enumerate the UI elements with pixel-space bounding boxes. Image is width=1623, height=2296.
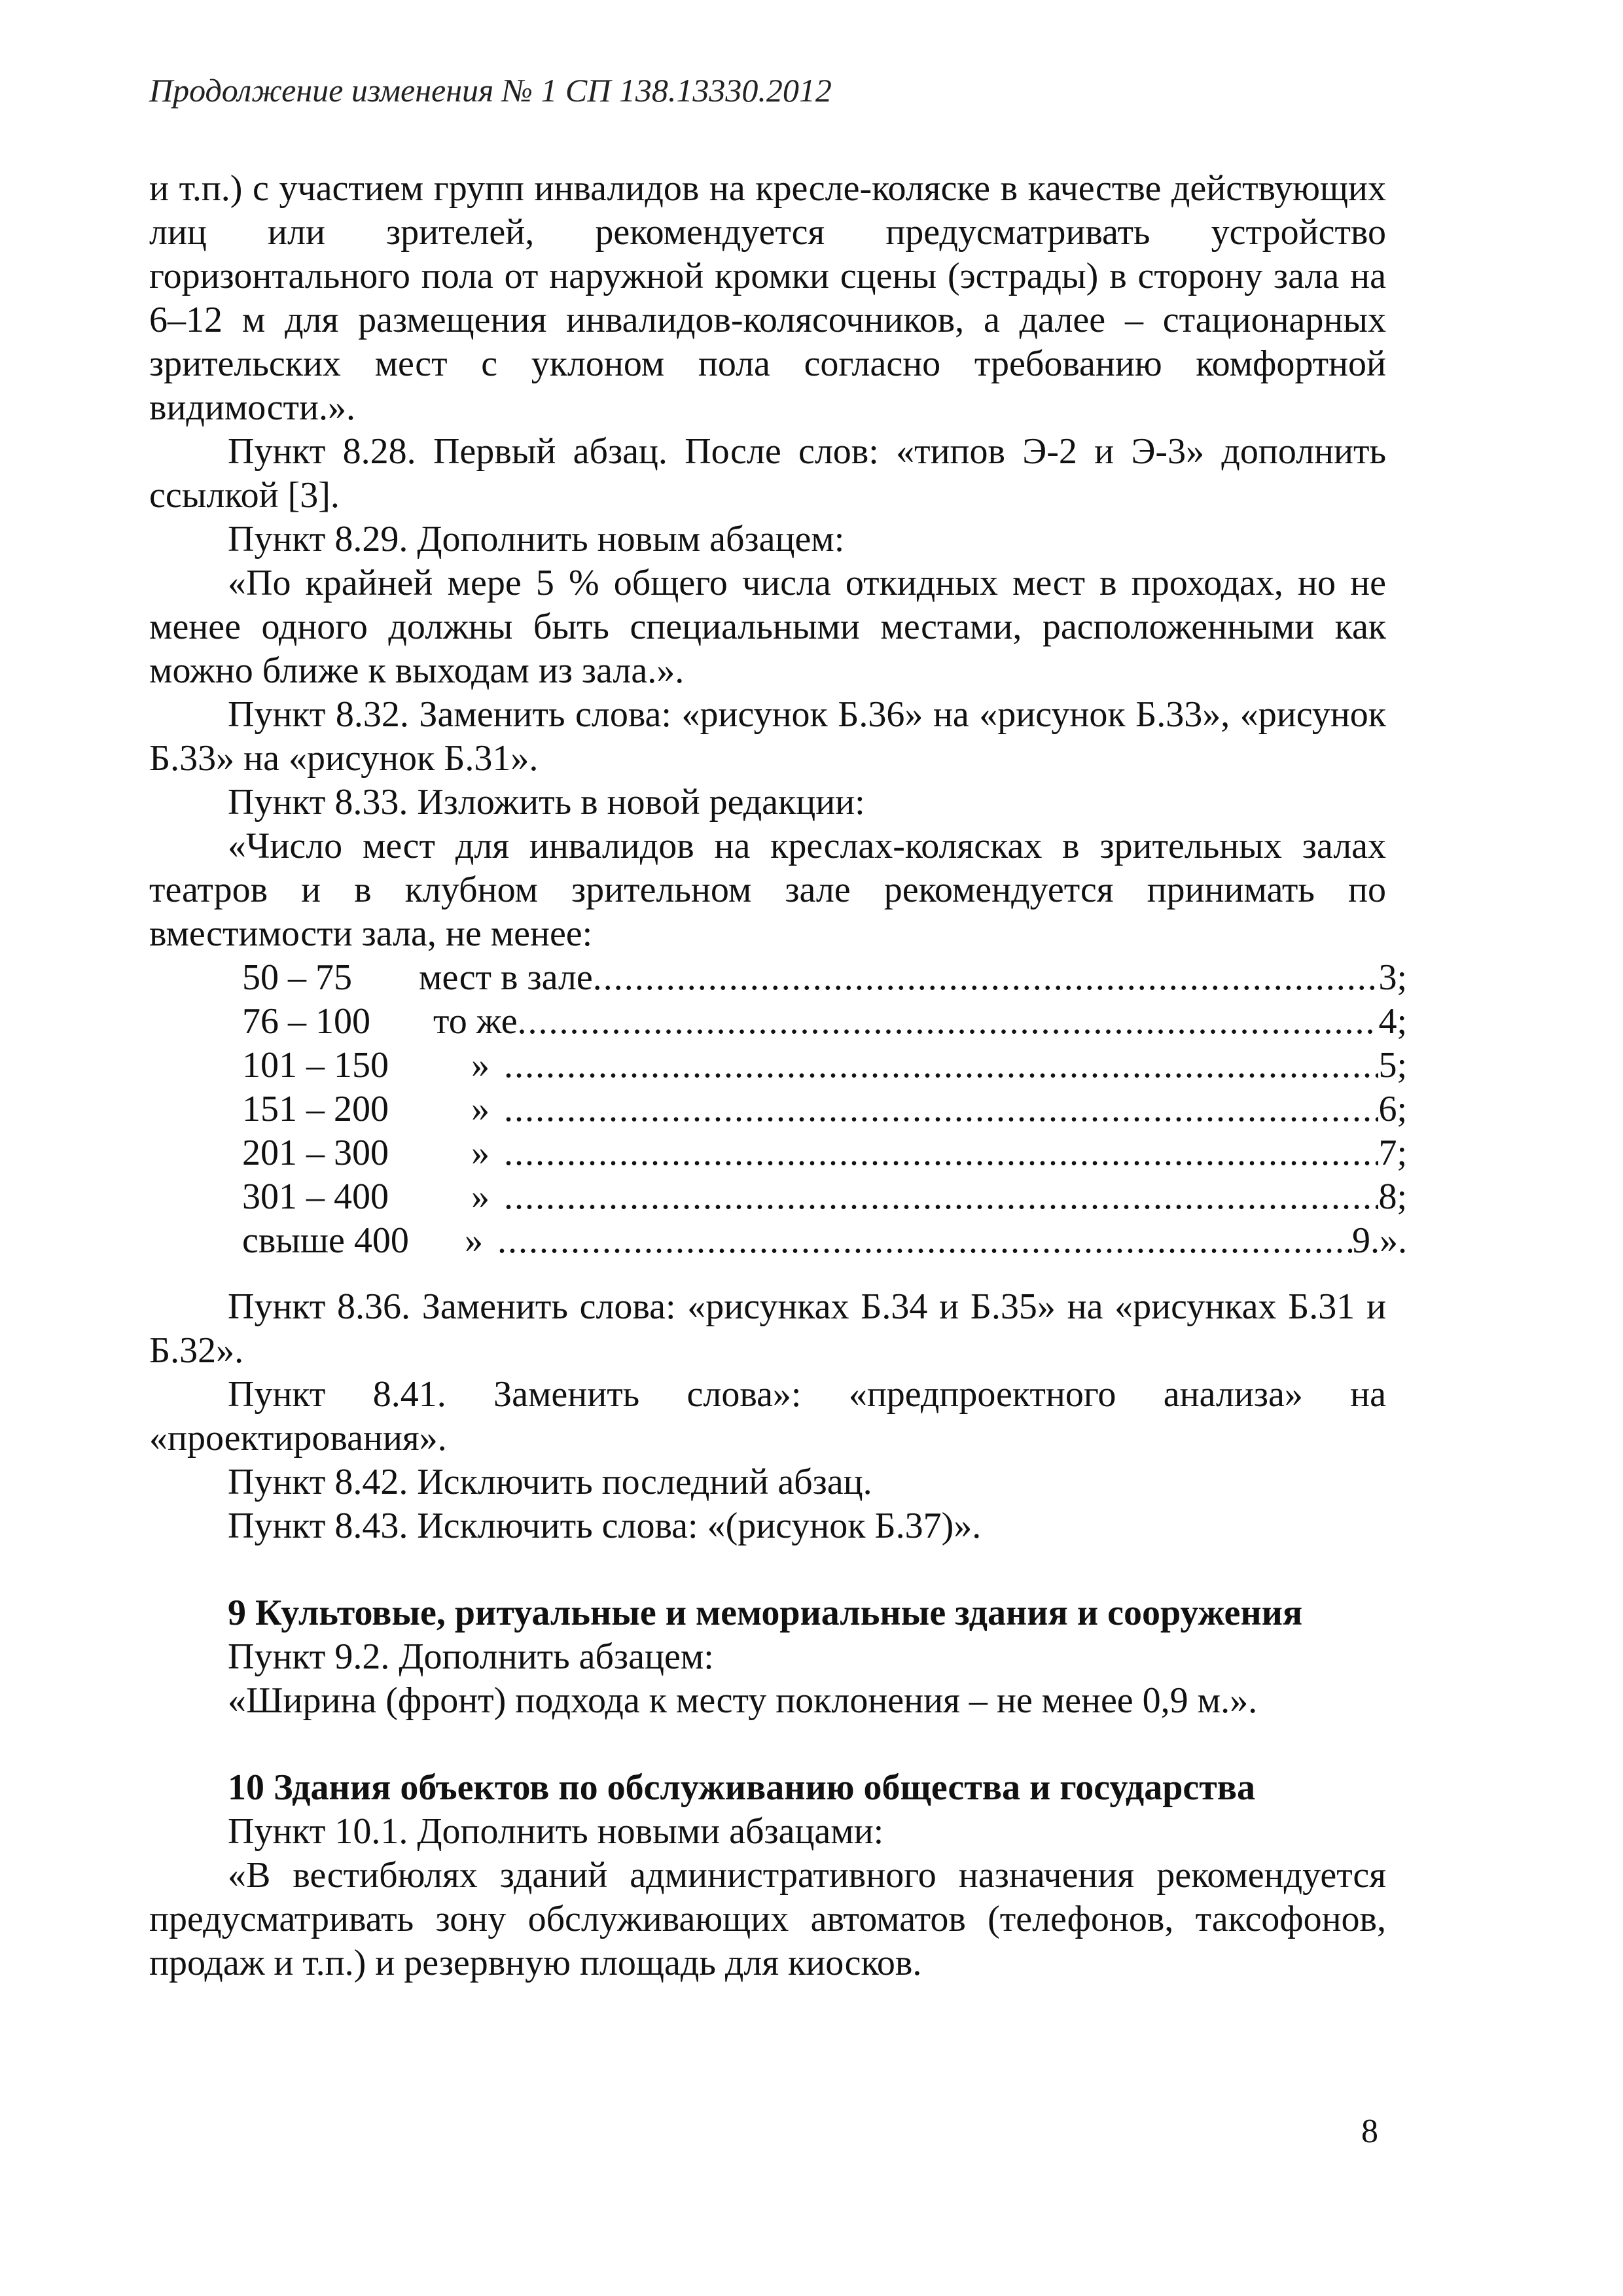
dot-leader [497,1219,1352,1263]
paragraph: Пункт 8.29. Дополнить новым абзацем: [228,519,845,559]
paragraph: Пункт 8.43. Исключить слова: «(рисунок Б.37)». [228,1506,982,1546]
capacity-row [242,1175,1407,1219]
capacity-row [242,1044,1407,1087]
section-10-paragraphs [149,1810,1386,1985]
paragraph: и т.п.) с участием групп инвалидов на кресле-коляске в качестве действующих лиц или зрителей, рекомендуется предусматривать устройство горизонтального пола от наружной кромки сцены (эстрады) в сторону зала на 6–12 м для размещения инвалидов-колясочников, а далее – стационарных зрительских мест с уклоном пола согласно требованию комфортной видимости.». [149,168,1386,428]
running-header: Продолжение изменения № 1 СП 138.13330.2012 [149,72,832,109]
paragraph: Пункт 8.41. Заменить слова»: «предпроектного анализа» на «проектирования». [149,1374,1386,1458]
section-10-heading: 10 Здания объектов по обслуживанию общества и государства [228,1767,1255,1808]
capacity-range: 201 – 300 [242,1133,389,1173]
dot-leader [504,1175,1378,1219]
capacity-range: 50 – 75 [242,957,352,998]
capacity-list [242,956,1407,1263]
dot-leader [504,1131,1378,1175]
capacity-label: » [471,1176,490,1217]
paragraph: «В вестибюлях зданий административного назначения рекомендуется предусматривать зону обслуживающих автоматов (телефонов, таксофонов, продаж и т.п.) и резервную площадь для киосков. [149,1855,1386,1983]
dot-leader [518,1000,1379,1044]
dot-leader [504,1044,1378,1087]
capacity-label: » [465,1220,483,1261]
capacity-label: то же [433,1001,518,1042]
capacity-range: 101 – 150 [242,1045,389,1086]
paragraph-group-8-27-to-8-33 [149,167,1386,956]
capacity-label: » [471,1133,490,1173]
capacity-range: 76 – 100 [242,1001,370,1042]
capacity-row [242,1000,1407,1044]
document-body [149,167,1407,1985]
capacity-value: 6; [1378,1089,1407,1129]
capacity-label: » [471,1089,490,1129]
paragraph: Пункт 8.28. Первый абзац. После слов: «типов Э-2 и Э-3» дополнить ссылкой [3]. [149,431,1386,516]
capacity-range: свыше 400 [242,1220,409,1261]
paragraph: «Число мест для инвалидов на креслах-колясках в зрительных залах театров и в клубном зрительном зале рекомендуется принимать по вместимости зала, не менее: [149,826,1386,954]
capacity-row [242,956,1407,1000]
paragraph: Пункт 10.1. Дополнить новыми абзацами: [228,1811,884,1852]
section-9-heading: 9 Культовые, ритуальные и мемориальные здания и сооружения [228,1593,1303,1633]
capacity-value: 5; [1378,1045,1407,1086]
paragraph: Пункт 8.33. Изложить в новой редакции: [228,782,865,822]
section-9-paragraphs [149,1635,1386,1723]
capacity-range: 301 – 400 [242,1176,389,1217]
paragraph: «По крайней мере 5 % общего числа откидных мест в проходах, но не менее одного должны быть специальными местами, расположенными как можно ближе к выходам из зала.». [149,563,1386,691]
capacity-label: мест в зале [419,957,593,998]
capacity-label: » [471,1045,490,1086]
capacity-value: 7; [1378,1133,1407,1173]
dot-leader [593,956,1379,1000]
paragraph: Пункт 8.32. Заменить слова: «рисунок Б.36» на «рисунок Б.33», «рисунок Б.33» на «рисунок Б.31». [149,694,1386,779]
paragraph: Пункт 8.42. Исключить последний абзац. [228,1462,872,1502]
paragraph: Пункт 9.2. Дополнить абзацем: [228,1636,714,1677]
capacity-range: 151 – 200 [242,1089,389,1129]
paragraph-group-8-36-to-8-43 [149,1285,1386,1548]
dot-leader [504,1087,1378,1131]
capacity-row [242,1219,1407,1263]
capacity-value: 3; [1378,957,1407,998]
page-number: 8 [1361,2113,1378,2150]
capacity-value: 9.». [1352,1220,1407,1261]
paragraph: Пункт 8.36. Заменить слова: «рисунках Б.34 и Б.35» на «рисунках Б.31 и Б.32». [149,1286,1386,1371]
capacity-row [242,1087,1407,1131]
paragraph: «Ширина (фронт) подхода к месту поклонения – не менее 0,9 м.». [228,1680,1258,1721]
capacity-value: 8; [1378,1176,1407,1217]
capacity-row [242,1131,1407,1175]
capacity-value: 4; [1378,1001,1407,1042]
